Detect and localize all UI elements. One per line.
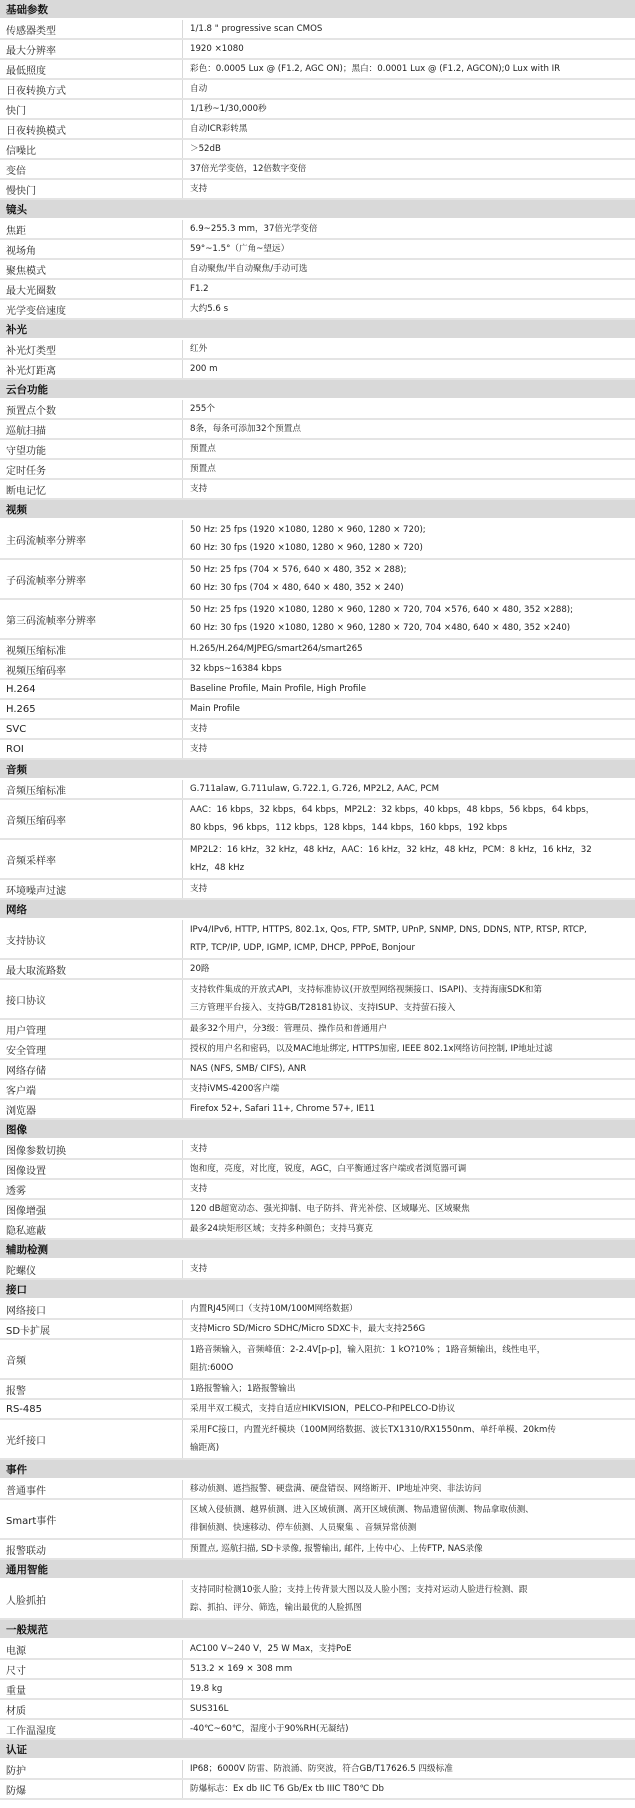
spec-value-line: 50 Hz: 25 fps (1920 ×1080, 1280 × 960, 1280 × 720, 704 ×576, 640 × 480, 352 ×288); [190, 605, 574, 615]
spec-value-line: 1路报警输入；1路报警输出 [190, 1384, 296, 1394]
spec-value [183, 100, 635, 118]
spec-value-line: 1/1秒~1/30,000秒 [190, 104, 267, 114]
spec-row [0, 780, 635, 800]
spec-label: 图像参数切换 [0, 1140, 183, 1158]
spec-value-line: 支持 [190, 184, 208, 194]
spec-value-line: G.711alaw, G.711ulaw, G.722.1, G.726, MP2L2, AAC, PCM [190, 784, 439, 794]
spec-row [0, 180, 635, 200]
spec-label: 快门 [0, 100, 183, 118]
spec-value [183, 480, 635, 498]
spec-label: 视场角 [0, 240, 183, 258]
spec-label: 普通事件 [0, 1480, 183, 1498]
spec-value-line: 513.2 × 169 × 308 mm [190, 1664, 293, 1674]
spec-value-line: 自动聚焦/半自动聚焦/手动可选 [190, 264, 308, 274]
spec-value-line: 预置点, 巡航扫描, SD卡录像, 报警输出, 邮件, 上传中心、上传FTP, NAS录像 [190, 1544, 483, 1554]
spec-row [0, 460, 635, 480]
spec-label: 音频压缩码率 [0, 800, 183, 838]
spec-value [183, 1400, 635, 1418]
spec-value [183, 1300, 635, 1318]
spec-label: 客户端 [0, 1080, 183, 1098]
spec-value [183, 20, 635, 38]
spec-label: 人脸抓拍 [0, 1580, 183, 1618]
spec-label: H.264 [0, 680, 183, 698]
spec-value-line: 支持iVMS-4200客户端 [190, 1084, 280, 1094]
spec-value [183, 1720, 635, 1738]
spec-value [183, 440, 635, 458]
spec-row [0, 920, 635, 960]
spec-row [0, 740, 635, 760]
spec-value [183, 1020, 635, 1038]
spec-value [183, 60, 635, 78]
spec-value-line: 1路音频输入，音频峰值：2-2.4V[p-p]，输入阻抗：1 kO?10% ；1路音频输出，线性电平， [190, 1345, 546, 1355]
spec-value [183, 1420, 635, 1458]
spec-value-line: 50 Hz: 25 fps (1920 ×1080, 1280 × 960, 1280 × 720); [190, 525, 426, 535]
spec-row [0, 660, 635, 680]
spec-label: 工作温湿度 [0, 1720, 183, 1738]
spec-label: RS-485 [0, 1400, 183, 1418]
spec-row [0, 1340, 635, 1380]
spec-row [0, 120, 635, 140]
spec-label: ROI [0, 740, 183, 758]
spec-row [0, 60, 635, 80]
spec-row [0, 1680, 635, 1700]
spec-label: 最大分辨率 [0, 40, 183, 58]
spec-value [183, 1100, 635, 1118]
spec-value [183, 160, 635, 178]
spec-row [0, 140, 635, 160]
spec-row [0, 1640, 635, 1660]
spec-value-line: 区域入侵侦测、越界侦测、进入区域侦测、离开区域侦测、物品遗留侦测、物品拿取侦测、 [190, 1505, 534, 1515]
spec-label: SVC [0, 720, 183, 738]
spec-value-line: 支持 [190, 484, 208, 494]
spec-label: 浏览器 [0, 1100, 183, 1118]
spec-label: 陀螺仪 [0, 1260, 183, 1278]
spec-row [0, 1040, 635, 1060]
spec-value [183, 1220, 635, 1238]
spec-row [0, 880, 635, 900]
spec-row [0, 1080, 635, 1100]
spec-value [183, 1700, 635, 1718]
spec-row [0, 1660, 635, 1680]
spec-value-line: AAC：16 kbps，32 kbps，64 kbps，MP2L2：32 kbps，40 kbps，48 kbps，56 kbps，64 kbps， [190, 805, 595, 815]
spec-value [183, 260, 635, 278]
spec-row [0, 160, 635, 180]
spec-label: 隐私遮蔽 [0, 1220, 183, 1238]
spec-value [183, 180, 635, 198]
spec-value [183, 240, 635, 258]
spec-row [0, 1400, 635, 1420]
spec-row [0, 600, 635, 640]
spec-value-line: 采用FC接口，内置光纤模块（100M网络数据、波长TX1310/RX1550nm、单纤单模、20km传 [190, 1425, 556, 1435]
spec-label: 守望功能 [0, 440, 183, 458]
spec-value-line: 60 Hz: 30 fps (1920 ×1080, 1280 × 960, 1280 × 720, 704 ×480, 640 × 480, 352 ×240) [190, 623, 571, 633]
spec-value-line: 采用半双工模式，支持自适应HIKVISION，PELCO-P和PELCO-D协议 [190, 1404, 456, 1414]
section-header: 基础参数 [0, 0, 635, 20]
spec-value-line: Baseline Profile, Main Profile, High Profile [190, 684, 366, 694]
spec-row [0, 1380, 635, 1400]
spec-row [0, 360, 635, 380]
spec-value-line: 50 Hz: 25 fps (704 × 576, 640 × 480, 352 × 288); [190, 565, 407, 575]
spec-value-line: 支持 [190, 724, 208, 734]
spec-value-line: 8条，每条可添加32个预置点 [190, 424, 301, 434]
section-header: 认证 [0, 1740, 635, 1760]
spec-value-line: 授权的用户名和密码，以及MAC地址绑定, HTTPS加密, IEEE 802.1x网络访问控制, IP地址过滤 [190, 1044, 553, 1054]
spec-value [183, 280, 635, 298]
spec-value-line: 彩色：0.0005 Lux @ (F1.2, AGC ON)；黑白：0.0001 Lux @ (F1.2, AGCON);0 Lux with IR [190, 64, 561, 74]
spec-label: 主码流帧率分辨率 [0, 520, 183, 558]
spec-label: 尺寸 [0, 1660, 183, 1678]
spec-value-line: 6.9~255.3 mm，37倍光学变倍 [190, 224, 318, 234]
spec-label: 补光灯类型 [0, 340, 183, 358]
spec-label: 最低照度 [0, 60, 183, 78]
section-header: 通用智能 [0, 1560, 635, 1580]
spec-value-line: 饱和度，亮度，对比度，锐度，AGC，白平衡通过客户端或者浏览器可调 [190, 1164, 467, 1174]
spec-value [183, 1480, 635, 1498]
spec-label: 支持协议 [0, 920, 183, 958]
spec-value [183, 460, 635, 478]
spec-value-line: MP2L2：16 kHz，32 kHz，48 kHz，AAC：16 kHz，32 kHz，48 kHz，PCM：8 kHz，16 kHz，32 [190, 845, 592, 855]
spec-value-line: kHz，48 kHz [190, 863, 245, 873]
spec-value [183, 120, 635, 138]
spec-label: 报警 [0, 1380, 183, 1398]
spec-value-line: 自动 [190, 84, 208, 94]
spec-label: 音频 [0, 1340, 183, 1378]
spec-value [183, 1320, 635, 1338]
spec-value [183, 1180, 635, 1198]
spec-label: 日夜转换模式 [0, 120, 183, 138]
spec-value [183, 560, 635, 598]
spec-row [0, 20, 635, 40]
spec-label: H.265 [0, 700, 183, 718]
spec-row [0, 480, 635, 500]
spec-value-line: 1/1.8 " progressive scan CMOS [190, 24, 323, 34]
spec-value [183, 80, 635, 98]
spec-label: 图像增强 [0, 1200, 183, 1218]
spec-value-line: 移动侦测、遮挡报警、硬盘满、硬盘错误、网络断开、IP地址冲突、非法访问 [190, 1484, 482, 1494]
spec-value-line: 防爆标志：Ex db IIC T6 Gb/Ex tb IIIC T80℃ Db [190, 1784, 384, 1794]
spec-value [183, 780, 635, 798]
spec-value-line: 32 kbps~16384 kbps [190, 664, 282, 674]
spec-label: 网络接口 [0, 1300, 183, 1318]
spec-label: 接口协议 [0, 980, 183, 1018]
spec-value [183, 1640, 635, 1658]
spec-row [0, 1500, 635, 1540]
spec-row [0, 1540, 635, 1560]
spec-value [183, 1660, 635, 1678]
spec-row [0, 280, 635, 300]
spec-label: 防护 [0, 1760, 183, 1778]
spec-row [0, 1480, 635, 1500]
spec-value-line: IP68；6000V 防雷、防浪涌、防突波，符合GB/T17626.5 四级标准 [190, 1764, 453, 1774]
section-header: 网络 [0, 900, 635, 920]
spec-row [0, 720, 635, 740]
spec-label: 网络存储 [0, 1060, 183, 1078]
spec-row [0, 960, 635, 980]
spec-label: 焦距 [0, 220, 183, 238]
section-header: 视频 [0, 500, 635, 520]
spec-value-line: ＞52dB [190, 144, 221, 154]
spec-row [0, 840, 635, 880]
spec-value [183, 520, 635, 558]
spec-label: 材质 [0, 1700, 183, 1718]
spec-value [183, 1060, 635, 1078]
spec-row [0, 560, 635, 600]
spec-value [183, 140, 635, 158]
spec-value-line: 三方管理平台接入、支持GB/T28181协议、支持ISUP、支持萤石接入 [190, 1003, 456, 1013]
spec-value [183, 1140, 635, 1158]
spec-label: 报警联动 [0, 1540, 183, 1558]
spec-row [0, 700, 635, 720]
spec-value [183, 1780, 635, 1798]
spec-row [0, 1760, 635, 1780]
spec-row [0, 1100, 635, 1120]
spec-label: 传感器类型 [0, 20, 183, 38]
spec-value-line: 支持 [190, 744, 208, 754]
spec-value-line: 200 m [190, 364, 218, 374]
spec-label: 重量 [0, 1680, 183, 1698]
section-header: 事件 [0, 1460, 635, 1480]
spec-value-line: 60 Hz: 30 fps (704 × 480, 640 × 480, 352 × 240) [190, 583, 404, 593]
spec-row [0, 1720, 635, 1740]
spec-row [0, 1420, 635, 1460]
section-header: 音频 [0, 760, 635, 780]
spec-value-line: -40℃~60℃，湿度小于90%RH(无凝结) [190, 1724, 349, 1734]
spec-label: 图像设置 [0, 1160, 183, 1178]
spec-label: 视频压缩码率 [0, 660, 183, 678]
spec-label: 光学变倍速度 [0, 300, 183, 318]
spec-value [183, 40, 635, 58]
spec-value [183, 420, 635, 438]
spec-row [0, 1220, 635, 1240]
spec-value-line: 255个 [190, 404, 215, 414]
spec-row [0, 1700, 635, 1720]
spec-label: 子码流帧率分辨率 [0, 560, 183, 598]
spec-value-line: F1.2 [190, 284, 209, 294]
spec-value [183, 920, 635, 958]
spec-value-line: 支持 [190, 1144, 208, 1154]
spec-row [0, 340, 635, 360]
spec-row [0, 1160, 635, 1180]
spec-label: 音频压缩标准 [0, 780, 183, 798]
section-header: 镜头 [0, 200, 635, 220]
spec-value-line: 20路 [190, 964, 210, 974]
spec-row [0, 240, 635, 260]
spec-value-line: IPv4/IPv6, HTTP, HTTPS, 802.1x, Qos, FTP, SMTP, UPnP, SNMP, DNS, DDNS, NTP, RTSP, RTCP, [190, 925, 587, 935]
section-header: 补光 [0, 320, 635, 340]
spec-row [0, 520, 635, 560]
spec-value [183, 1260, 635, 1278]
spec-label: 变倍 [0, 160, 183, 178]
spec-value [183, 960, 635, 978]
spec-row [0, 100, 635, 120]
spec-row [0, 1020, 635, 1040]
spec-value-line: 1920 ×1080 [190, 44, 244, 54]
spec-label: SD卡扩展 [0, 1320, 183, 1338]
spec-value [183, 640, 635, 658]
spec-value-line: 支持 [190, 884, 208, 894]
spec-value [183, 340, 635, 358]
spec-label: 第三码流帧率分辨率 [0, 600, 183, 638]
spec-label: 透雾 [0, 1180, 183, 1198]
spec-value-line: 预置点 [190, 444, 216, 454]
spec-row [0, 980, 635, 1020]
spec-row [0, 1180, 635, 1200]
spec-value-line: 徘徊侦测、快速移动、停车侦测、人员聚集 、音频异常侦测 [190, 1523, 417, 1533]
section-header: 接口 [0, 1280, 635, 1300]
spec-value [183, 1380, 635, 1398]
spec-value [183, 800, 635, 838]
spec-value [183, 980, 635, 1018]
spec-value [183, 1040, 635, 1058]
spec-value [183, 1340, 635, 1378]
spec-row [0, 1260, 635, 1280]
spec-value [183, 400, 635, 418]
spec-row [0, 800, 635, 840]
spec-value-line: 内置RJ45网口（支持10M/100M网络数据） [190, 1304, 358, 1314]
spec-value [183, 1200, 635, 1218]
spec-label: 视频压缩标准 [0, 640, 183, 658]
spec-value [183, 1540, 635, 1558]
spec-value-line: 阻抗:600O [190, 1363, 234, 1373]
spec-row [0, 40, 635, 60]
spec-label: 用户管理 [0, 1020, 183, 1038]
spec-value [183, 740, 635, 758]
spec-value-line: NAS (NFS, SMB/ CIFS), ANR [190, 1064, 307, 1074]
spec-value [183, 840, 635, 878]
spec-value-line: Main Profile [190, 704, 240, 714]
spec-value [183, 880, 635, 898]
spec-label: 定时任务 [0, 460, 183, 478]
spec-value-line: 最多32个用户，分3级：管理员、操作员和普通用户 [190, 1024, 387, 1034]
section-header: 图像 [0, 1120, 635, 1140]
spec-value-line: 120 dB超宽动态、强光抑制、电子防抖、背光补偿、区域曝光、区域聚焦 [190, 1204, 470, 1214]
spec-label: 安全管理 [0, 1040, 183, 1058]
section-header: 辅助检测 [0, 1240, 635, 1260]
spec-value [183, 700, 635, 718]
spec-value-line: 最多24块矩形区域；支持多种颜色；支持马赛克 [190, 1224, 373, 1234]
spec-value [183, 680, 635, 698]
spec-label: 断电记忆 [0, 480, 183, 498]
spec-value-line: AC100 V~240 V，25 W Max，支持PoE [190, 1644, 352, 1654]
spec-label: 补光灯距离 [0, 360, 183, 378]
spec-row [0, 680, 635, 700]
spec-value-line: 红外 [190, 344, 208, 354]
spec-row [0, 1200, 635, 1220]
spec-value [183, 1680, 635, 1698]
spec-row [0, 640, 635, 660]
spec-label: 巡航扫描 [0, 420, 183, 438]
spec-value [183, 1760, 635, 1778]
spec-value [183, 360, 635, 378]
spec-value-line: 59°~1.5°（广角~望远） [190, 244, 290, 254]
spec-label: 最大取流路数 [0, 960, 183, 978]
spec-label: 慢快门 [0, 180, 183, 198]
spec-value-line: 支持Micro SD/Micro SDHC/Micro SDXC卡，最大支持256G [190, 1324, 426, 1334]
spec-value [183, 1160, 635, 1178]
spec-value [183, 600, 635, 638]
spec-value-line: 60 Hz: 30 fps (1920 ×1080, 1280 × 960, 1280 × 720) [190, 543, 423, 553]
section-header: 云台功能 [0, 380, 635, 400]
spec-label: 预置点个数 [0, 400, 183, 418]
spec-value-line: RTP, TCP/IP, UDP, IGMP, ICMP, DHCP, PPPoE, Bonjour [190, 943, 415, 953]
spec-value [183, 1580, 635, 1618]
spec-row [0, 220, 635, 240]
spec-value-line: 80 kbps，96 kbps，112 kbps，128 kbps，144 kbps，160 kbps，192 kbps [190, 823, 508, 833]
spec-label: Smart事件 [0, 1500, 183, 1538]
spec-value-line: SUS316L [190, 1704, 229, 1714]
spec-value-line: H.265/H.264/MJPEG/smart264/smart265 [190, 644, 363, 654]
spec-value-line: 输距离) [190, 1443, 220, 1453]
spec-row [0, 440, 635, 460]
spec-value-line: 支持同时检测10张人脸；支持上传背景大图以及人脸小图；支持对运动人脸进行检测、跟 [190, 1585, 528, 1595]
spec-label: 聚焦模式 [0, 260, 183, 278]
spec-value-line: 大约5.6 s [190, 304, 229, 314]
spec-label: 电源 [0, 1640, 183, 1658]
spec-value-line: 支持软件集成的开放式API，支持标准协议(开放型网络视频接口、ISAPI)、支持海康SDK和第 [190, 985, 542, 995]
spec-value-line: Firefox 52+, Safari 11+, Chrome 57+, IE11 [190, 1104, 375, 1114]
spec-value [183, 220, 635, 238]
spec-value-line: 支持 [190, 1264, 208, 1274]
spec-value [183, 660, 635, 678]
spec-value-line: 预置点 [190, 464, 216, 474]
spec-row [0, 300, 635, 320]
spec-value-line: 支持 [190, 1184, 208, 1194]
spec-row [0, 1320, 635, 1340]
spec-label: 防爆 [0, 1780, 183, 1798]
spec-row [0, 260, 635, 280]
spec-row [0, 1140, 635, 1160]
spec-label: 光纤接口 [0, 1420, 183, 1458]
spec-value [183, 1080, 635, 1098]
spec-value-line: 19.8 kg [190, 1684, 223, 1694]
spec-label: 环境噪声过滤 [0, 880, 183, 898]
spec-value [183, 300, 635, 318]
spec-label: 音频采样率 [0, 840, 183, 878]
spec-row [0, 420, 635, 440]
spec-row [0, 400, 635, 420]
section-header: 一般规范 [0, 1620, 635, 1640]
spec-label: 信噪比 [0, 140, 183, 158]
spec-label: 日夜转换方式 [0, 80, 183, 98]
spec-label: 最大光圈数 [0, 280, 183, 298]
spec-value-line: 自动ICR彩转黑 [190, 124, 248, 134]
spec-value-line: 37倍光学变倍，12倍数字变倍 [190, 164, 307, 174]
spec-value [183, 720, 635, 738]
spec-row [0, 1060, 635, 1080]
spec-value-line: 踪、抓拍、评分、筛选，输出最优的人脸抓图 [190, 1603, 362, 1613]
spec-row [0, 1300, 635, 1320]
spec-row [0, 80, 635, 100]
spec-value [183, 1500, 635, 1538]
spec-row [0, 1780, 635, 1800]
spec-row [0, 1580, 635, 1620]
